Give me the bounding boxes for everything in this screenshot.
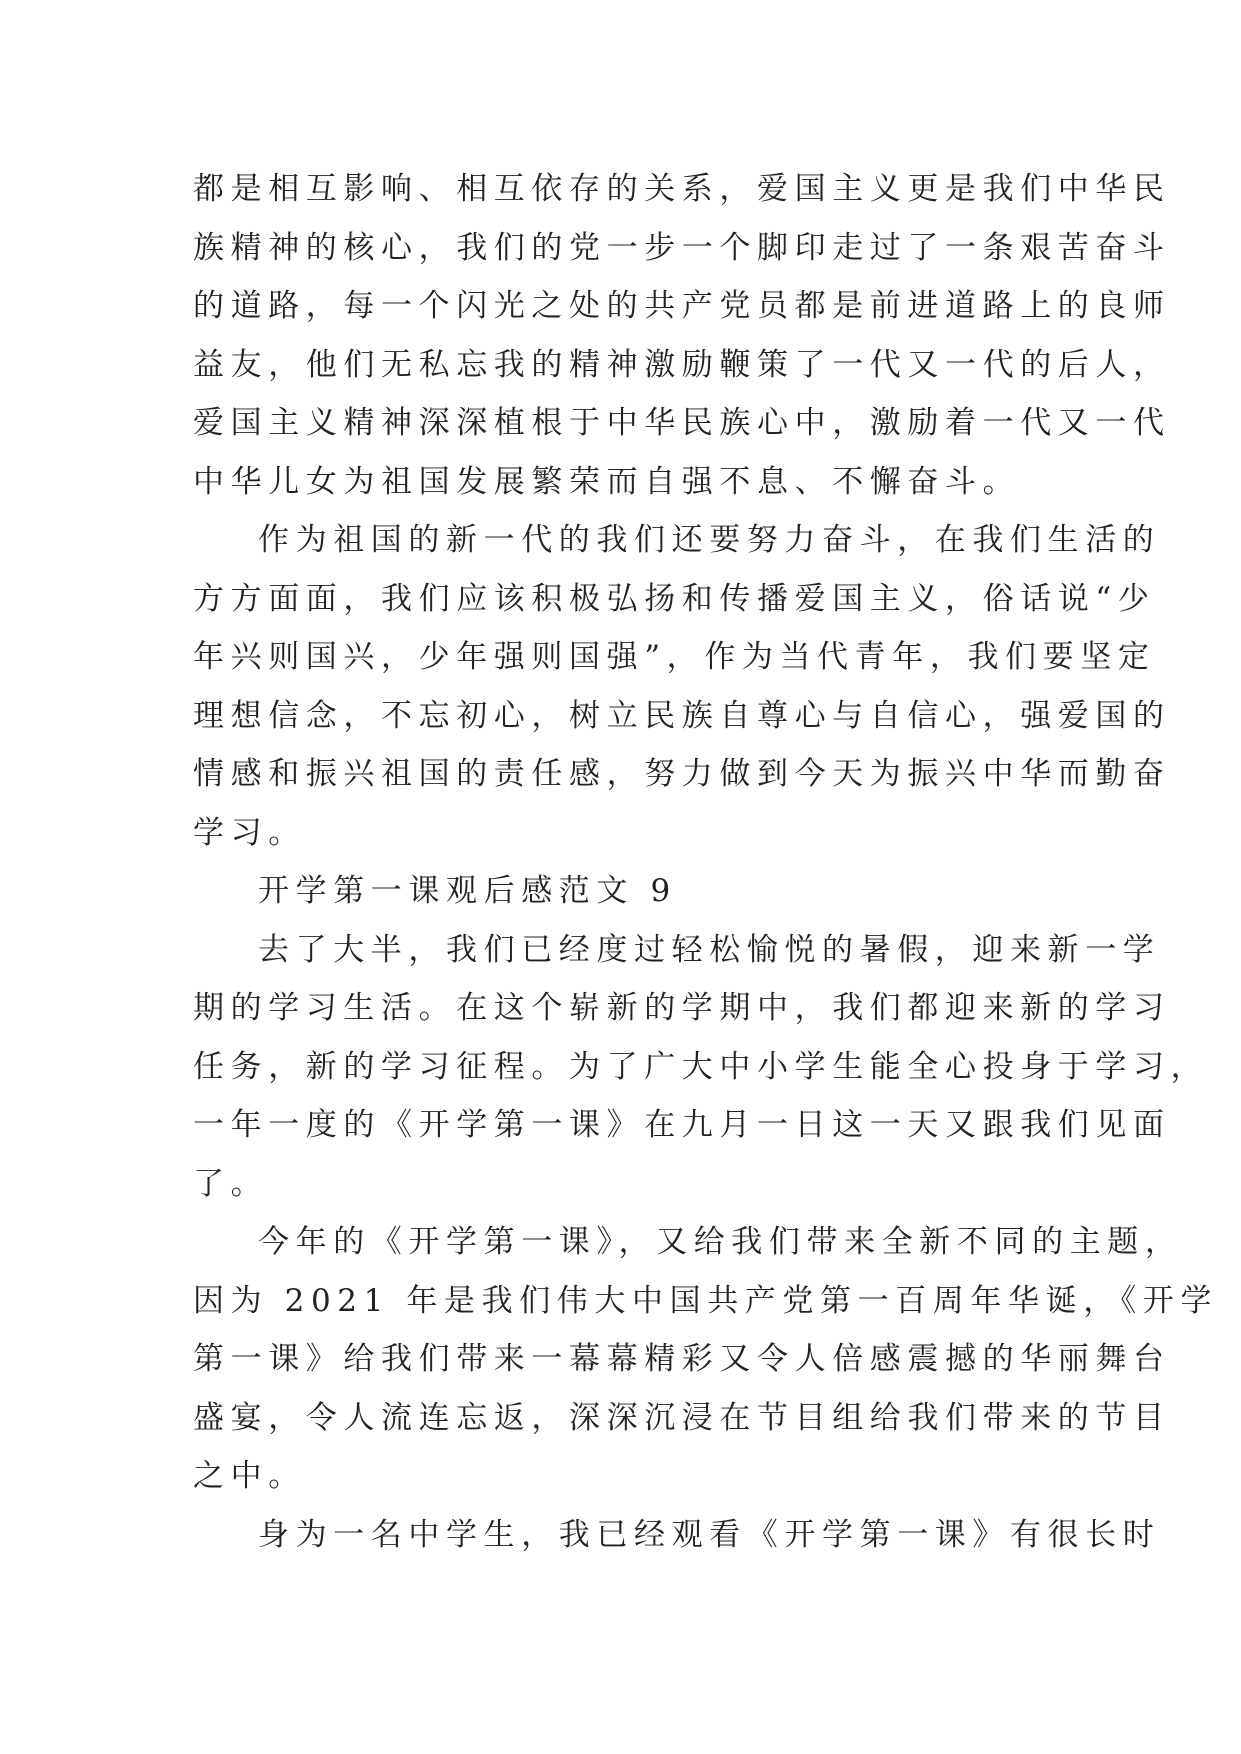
text-line: 盛宴，令人流连忘返，深深沉浸在节目组给我们带来的节目 bbox=[193, 1399, 1171, 1436]
text-line: 情感和振兴祖国的责任感，努力做到今天为振兴中华而勤奋 bbox=[193, 756, 1171, 792]
text-line: 因为 2021 年是我们伟大中国共产党第一百周年华诞，《开学 bbox=[193, 1282, 1219, 1319]
text-line: 爱国主义精神深深植根于中华民族心中，激励着一代又一代 bbox=[193, 405, 1171, 441]
paragraph-first-line: 今年的《开学第一课》，又给我们带来全新不同的主题， bbox=[258, 1224, 1183, 1260]
text-line: 之中。 bbox=[193, 1458, 306, 1494]
text-line: 学习。 bbox=[193, 814, 306, 851]
document-body bbox=[193, 160, 1219, 1564]
text-line: 方方面面，我们应该积极弘扬和传播爱国主义，俗话说“少 bbox=[193, 580, 1156, 617]
text-line: 族精神的核心，我们的党一步一个脚印走过了一条艰苦奋斗 bbox=[193, 229, 1171, 266]
text-line: 益友，他们无私忘我的精神激励鞭策了一代又一代的后人， bbox=[193, 346, 1171, 383]
text-line: 中华儿女为祖国发展繁荣而自强不息、不懈奋斗。 bbox=[193, 463, 1021, 500]
text-line: 第一课》给我们带来一幕幕精彩又令人倍感震撼的华丽舞台 bbox=[193, 1341, 1171, 1377]
text-line: 一年一度的《开学第一课》在九月一日这一天又跟我们见面 bbox=[193, 1107, 1171, 1143]
section-heading: 开学第一课观后感范文 9 bbox=[258, 873, 677, 909]
text-line: 期的学习生活。在这个崭新的学期中，我们都迎来新的学习 bbox=[193, 990, 1171, 1026]
paragraph-first-line: 去了大半，我们已经度过轻松愉悦的暑假，迎来新一学 bbox=[258, 931, 1161, 968]
text-line: 理想信念，不忘初心，树立民族自尊心与自信心，强爱国的 bbox=[193, 697, 1171, 734]
text-line: 了。 bbox=[193, 1165, 269, 1202]
text-line: 任务，新的学习征程。为了广大中小学生能全心投身于学习， bbox=[193, 1048, 1209, 1085]
paragraph-first-line: 作为祖国的新一代的我们还要努力奋斗，在我们生活的 bbox=[258, 522, 1161, 558]
text-line: 年兴则国兴，少年强则国强”，作为当代青年，我们要坚定 bbox=[193, 639, 1156, 675]
text-line: 都是相互影响、相互依存的关系，爱国主义更是我们中华民 bbox=[193, 171, 1171, 207]
paragraph-first-line: 身为一名中学生，我已经观看《开学第一课》有很长时 bbox=[258, 1516, 1161, 1553]
text-line: 的道路，每一个闪光之处的共产党员都是前进道路上的良师 bbox=[193, 288, 1171, 324]
